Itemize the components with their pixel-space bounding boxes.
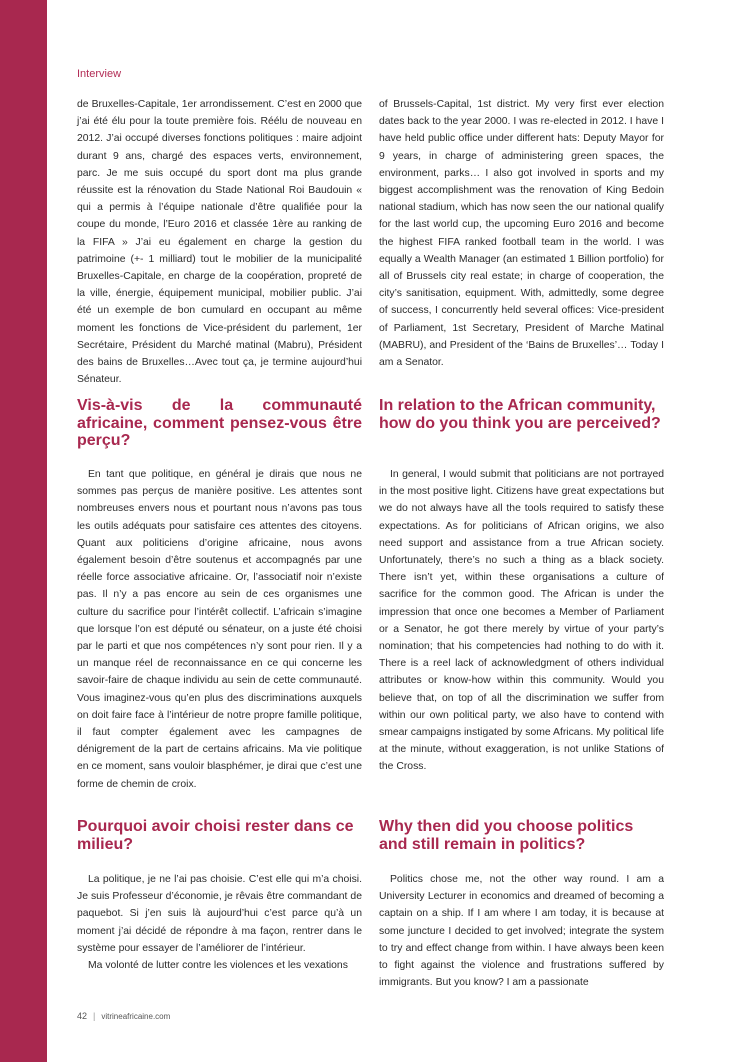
- answer-2-paragraph-en: Politics chose me, not the other way round. I am a University Lecturer in economics and dreamed of becoming a captain on a ship. If I am where I am today, it is because at some juncture I decided to get involved; integrate the system to try and effect change from within. I have always been keen to fight against the violence and frustrations suffered by immigrants. But you know? I am a passionate: [379, 874, 664, 989]
- answer-1-paragraph-fr: En tant que politique, en général je dirais que nous ne sommes pas perçus de manière positive. Les attentes sont nombreuses envers nous et pourtant nous n’avons pas tous les outils adéquats pour satisfaire ces attentes des citoyens. Quant aux politiciens d’origine africaine, nous avons également besoin d’être soutenus et accompagnés par une réelle force associative africaine. Or, l’associatif noir n’existe pas. Il n’y a pas encore au sein de ces organismes une culture du sacrifice pour l’intérêt collectif. L’africain s’imagine que lorsque l’on est député ou sénateur, on a juste été choisi par le parti et que nos compétences n’y sont pour rien. Il y a un manque réel de reconnaissance en ce qui concerne les savoir-faire de chaque individu au sein de cette communauté. Vous imaginez-vous qu’en plus des discriminations auxquels on doit faire face à l’intérieur de notre propre famille politique, il faut compter également avec les campagnes de dénigrement de la part de certains africains. Ma vie politique en ce moment, sans vouloir blasphémer, je dirai que c’est une forme de chemin de croix.: [77, 469, 362, 790]
- section-label: Interview: [77, 68, 122, 80]
- footer-website: vitrineafricaine.com: [101, 1012, 171, 1021]
- answer-2-column-en: [379, 871, 664, 991]
- answer-1-column-fr: [77, 466, 362, 793]
- answer-1-column-en: [379, 466, 664, 776]
- page-footer: [77, 1011, 170, 1021]
- footer-separator: |: [93, 1011, 96, 1021]
- intro-column-fr: [77, 96, 362, 388]
- question-1-heading-fr: Vis-à-vis de la communauté africaine, comment pensez-vous être perçu?: [77, 397, 362, 449]
- question-1-heading-en: In relation to the African community, how do you think you are perceived?: [379, 397, 661, 432]
- question-2-heading-fr: Pourquoi avoir choisi rester dans ce milieu?: [77, 818, 354, 853]
- answer-2-column-fr: [77, 871, 362, 974]
- intro-paragraph-fr: de Bruxelles-Capitale, 1er arrondissement. C’est en 2000 que j’ai été élu pour la toute première fois. Réélu de nouveau en 2012. J’ai occupé diverses fonctions politiques : maire adjoint durant 9 ans, chargé des espaces verts, environnement, parc. Je me suis occupé du sport dont ma plus grande réussite est la rénovation du Stade National Roi Baudouin « qui a permis à l’équipe nationale d’être qualifiée pour la coupe du monde, l’Euro 2016 et classée 1ère au ranking de la FIFA » J’ai eu également en charge la gestion du patrimoine (+- 1 milliard) tout le mobilier de la municipalité Bruxelles-Capitale, en charge de la coopération, propreté de la ville, énergie, équipement municipal, mobilier public. J’ai été un exemple de bon cumulard en occupant au même moment les fonctions de Vice-président du parlement, 1er Secrétaire, Président du Marché matinal (Mabru), Président des bains de Bruxelles…Avec tout ça, je termine aujourd’hui Sénateur.: [77, 99, 362, 386]
- page-number: 42: [77, 1011, 88, 1021]
- answer-2-paragraph-fr-2: Ma volonté de lutter contre les violences et les vexations: [88, 960, 348, 972]
- intro-column-en: [379, 96, 664, 371]
- answer-1-paragraph-en: In general, I would submit that politicians are not portrayed in the most positive light. Citizens have great expectations but we do not always have all the tools required to satisfy these expectations. As for politicians of African origins, we also need support and assistance from a true African society. Unfortunately, there’s no such a thing as a black society. There isn’t yet, within these organisations a culture of sacrifice for the common good. The African is under the impression that once one becomes a Member of Parliament or a Senator, he got there merely by virtue of your party’s nomination; that his competencies had nothing to do with it. There is a reel lack of acknowledgment of others individual attributes or know-how within this community. Would you believe that, on top of all the discrimination we suffer from within our own political party, we also have to contend with smear campaigns instigated by some Africans. My political life at the minute, without exaggeration, is not unlike Stations of the Cross.: [379, 469, 664, 773]
- side-color-bar: [0, 0, 47, 1062]
- answer-2-paragraph-fr-1: La politique, je ne l’ai pas choisie. C’est elle qui m’a choisi. Je suis Professeur d’économie, je rêvais être commandant de paquebot. Si j’en suis là aujourd’hui c’est parce qu’à un moment j’ai décidé de répondre à ma façon, rentrer dans le système pour essayer de l’améliorer de l’intérieur.: [77, 874, 362, 954]
- question-2-heading-en: Why then did you choose politics and still remain in politics?: [379, 818, 634, 853]
- intro-paragraph-en: of Brussels-Capital, 1st district. My very first ever election dates back to the year 2000. I was re-elected in 2012. I have I have held public office under different hats: Deputy Mayor for 9 years, in charge of administering green spaces, the environment, parks… I also got involved in sports and my biggest accomplishment was the renovation of King Bedoin national stadium, which has now seen the our national qualify for the last world cup, the upcoming Euro 2016 and become the highest FIFA ranked football team in the world. I was equally a Wealth Manager (an estimated 1 Billion portfolio) for all of Brussels city real estate; in charge of cooperation, the city’s sanitisation, equipment. With, admittedly, some degree of success, I concurrently held several offices: Vice-president of Parliament, 1st Secretary, President of Marche Matinal (MABRU), and President of the ‘Bains de Bruxelles’… Today I am a Senator.: [379, 99, 664, 369]
